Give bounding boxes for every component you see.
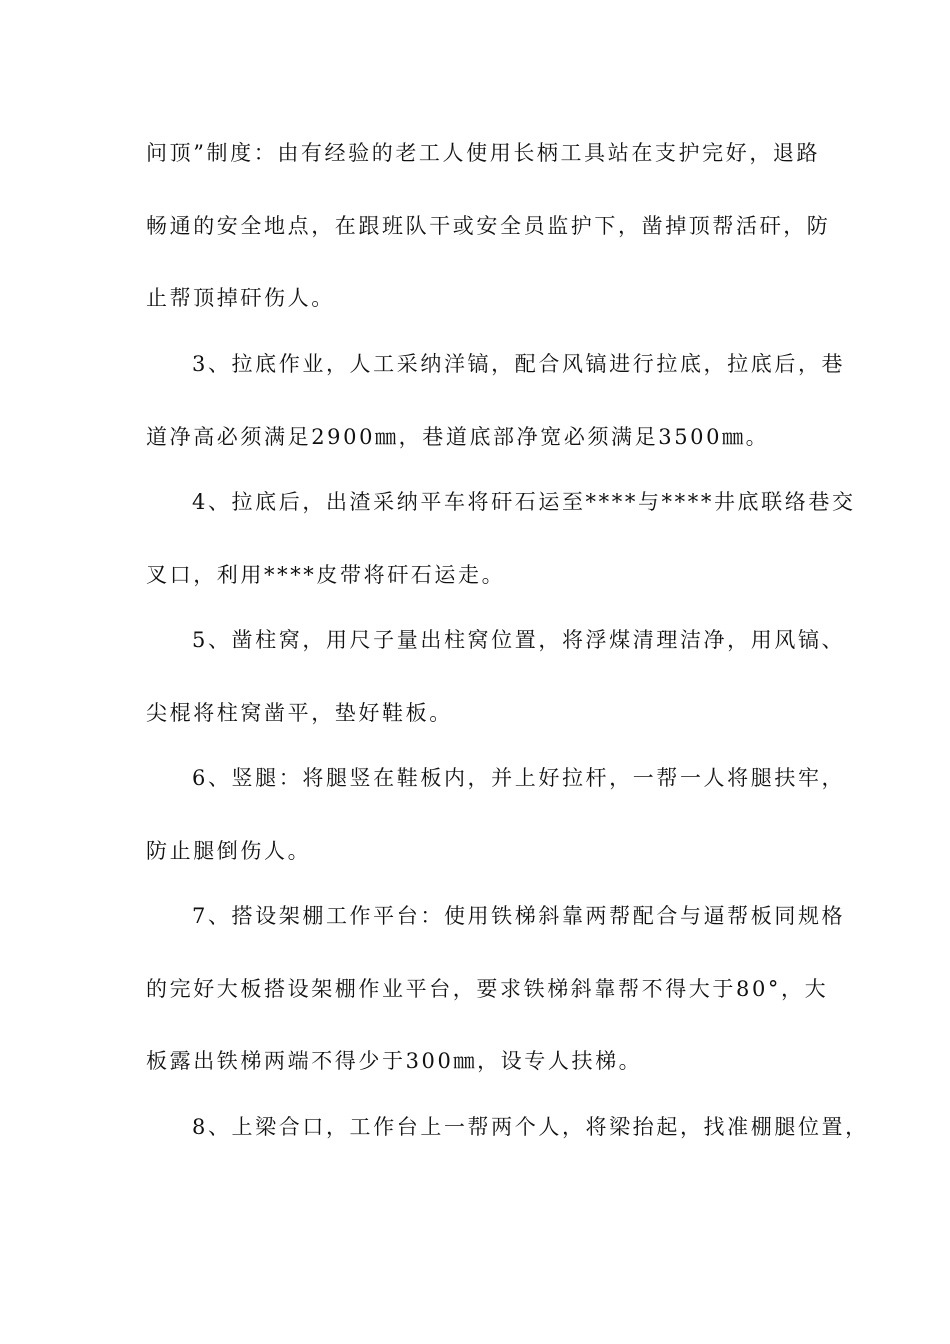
text-line: 畅通的安全地点，在跟班队干或安全员监护下，凿掉顶帮活矸，防 — [146, 214, 831, 238]
text-line: 止帮顶掉矸伤人。 — [146, 286, 335, 310]
paragraph-item-8: 8、上梁合口，工作台上一帮两个人，将梁抬起，找准棚腿位置， — [192, 1115, 869, 1139]
text-line: 道净高必须满足2900㎜，巷道底部净宽必须满足3500㎜。 — [146, 425, 770, 449]
paragraph-item-7: 7、搭设架棚工作平台：使用铁梯斜靠两帮配合与逼帮板同规格 — [192, 904, 846, 928]
text-line: 的完好大板搭设架棚作业平台，要求铁梯斜靠帮不得大于80°，大 — [146, 977, 829, 1001]
paragraph-item-6: 6、竖腿：将腿竖在鞋板内，并上好拉杆，一帮一人将腿扶牢， — [192, 766, 846, 790]
text-line: 防止腿倒伤人。 — [146, 839, 312, 863]
paragraph-item-4: 4、拉底后，出渣采纳平车将矸石运至****与****井底联络巷交 — [192, 490, 856, 514]
paragraph-item-3: 3、拉底作业，人工采纳洋镐，配合风镐进行拉底，拉底后，巷 — [192, 352, 846, 376]
text-line: 板露出铁梯两端不得少于300㎜，设专人扶梯。 — [146, 1049, 643, 1073]
paragraph-item-5: 5、凿柱窝，用尺子量出柱窝位置，将浮煤清理洁净，用风镐、 — [192, 628, 846, 652]
text-line: 叉口，利用****皮带将矸石运走。 — [146, 563, 506, 587]
text-line: 尖棍将柱窝凿平，垫好鞋板。 — [146, 701, 453, 725]
text-line: 问顶”制度：由有经验的老工人使用长柄工具站在支护完好，退路 — [146, 141, 821, 165]
